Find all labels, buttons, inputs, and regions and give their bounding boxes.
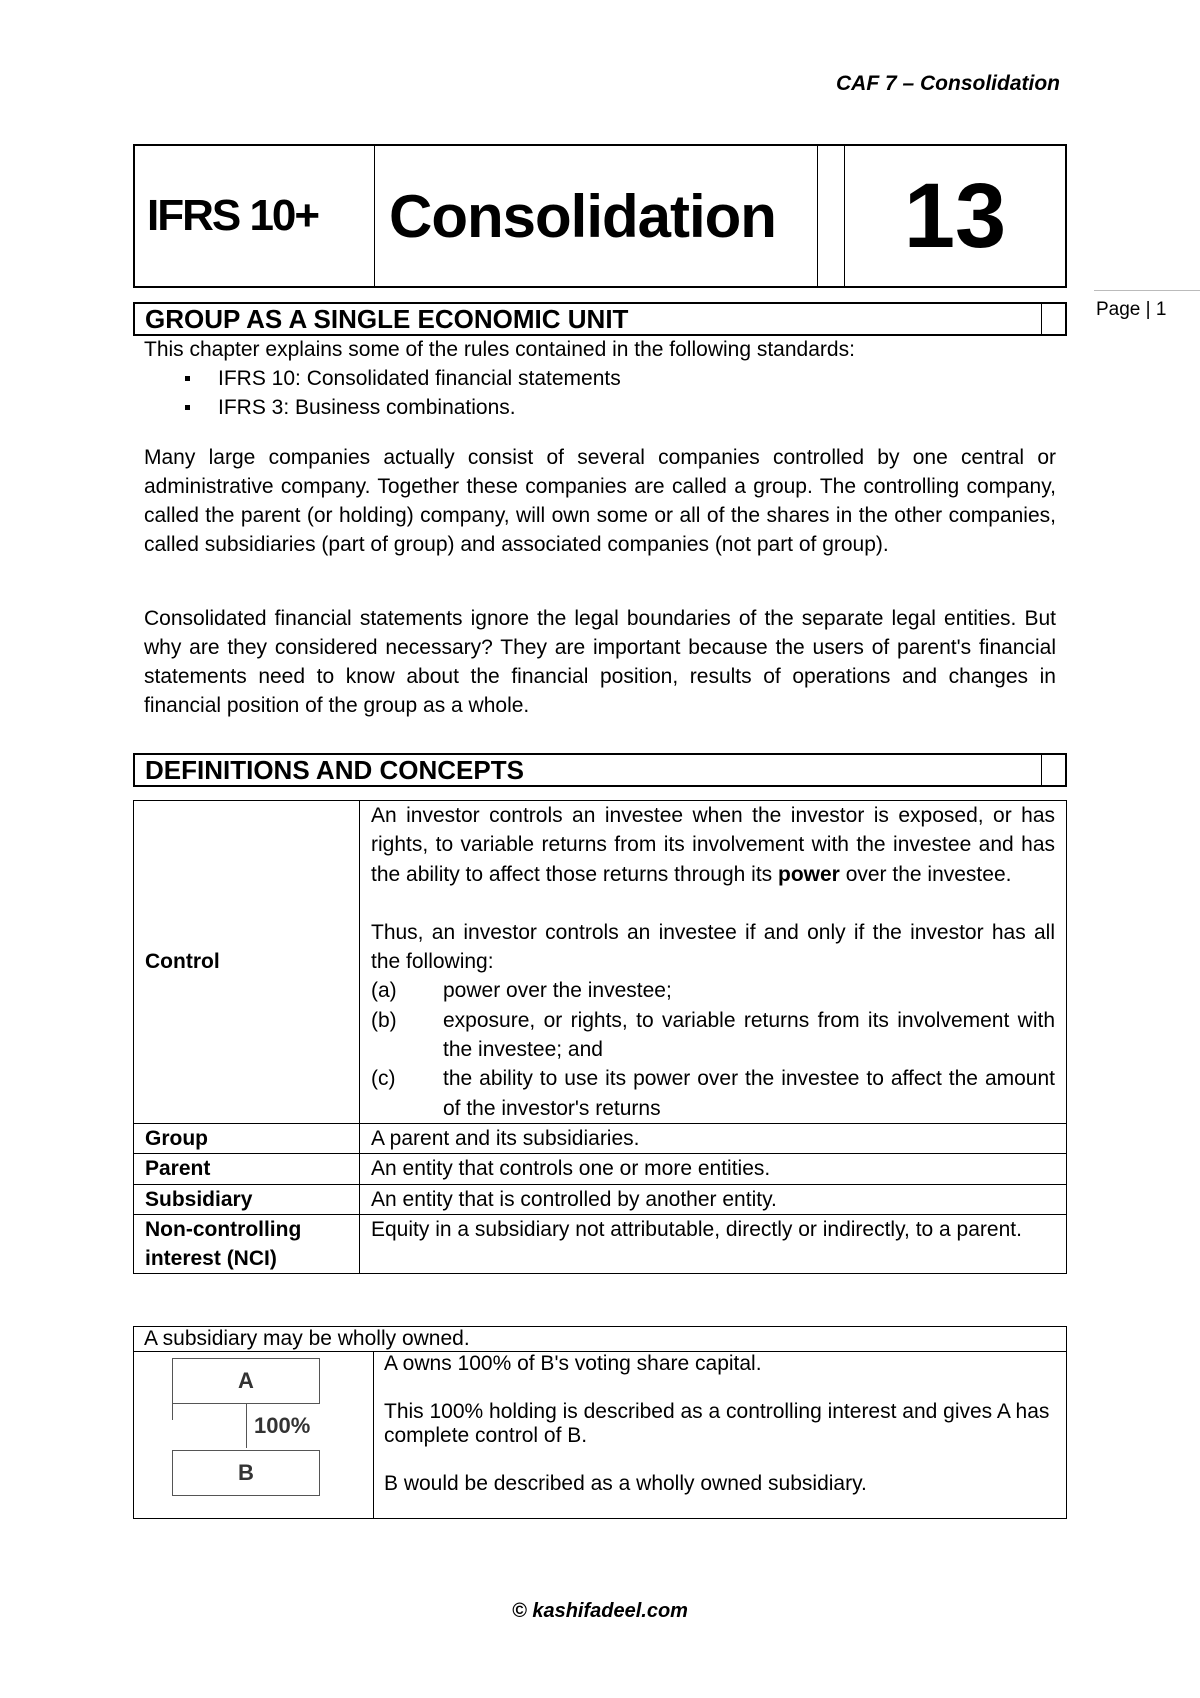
group-paragraph xyxy=(144,443,1056,559)
list-item: IFRS 3: Business combinations. xyxy=(144,393,1056,422)
connector-line xyxy=(172,1404,173,1420)
paragraph: Many large companies actually consist of several companies controlled by one central or administrative company. Together these companies are called a group. The controlling company, called the parent (or holding) company, will own some or all of the shares in the other companies, called subsidiaries (part of group) and associated companies (not part of group). xyxy=(144,446,1056,556)
term-cell: Parent xyxy=(134,1154,360,1184)
example-header: A subsidiary may be wholly owned. xyxy=(134,1327,1067,1352)
description-cell xyxy=(360,801,1067,1124)
diagram-cell xyxy=(134,1352,374,1519)
section-heading-text: DEFINITIONS AND CONCEPTS xyxy=(145,755,524,785)
term-cell: Group xyxy=(134,1123,360,1153)
standards-list xyxy=(144,364,1056,422)
table-row xyxy=(134,1184,1067,1214)
example-line: This 100% holding is described as a controlling interest and gives A has complete control of B. xyxy=(384,1400,1050,1447)
running-header: CAF 7 – Consolidation xyxy=(835,72,1060,95)
wholly-owned-example xyxy=(133,1326,1067,1519)
description-cell: A parent and its subsidiaries. xyxy=(360,1123,1067,1153)
chapter-title-box xyxy=(133,144,1067,288)
description-cell: An entity that is controlled by another entity. xyxy=(360,1184,1067,1214)
chapter-title: Consolidation xyxy=(375,146,818,286)
description-cell: Equity in a subsidiary not attributable, directly or indirectly, to a parent. xyxy=(360,1214,1067,1274)
table-row xyxy=(134,801,1067,1124)
list-item: (c) the ability to use its power over the investee to affect the amount of the investor's returns xyxy=(371,1067,1055,1120)
heading-bar-end xyxy=(1041,755,1065,785)
list-item: (a) power over the investee; xyxy=(371,979,672,1003)
table-row xyxy=(134,1214,1067,1274)
section-heading-group xyxy=(133,302,1067,336)
page-number: Page | 1 xyxy=(1094,290,1200,321)
table-row xyxy=(134,1123,1067,1153)
control-definition: An investor controls an investee when the investor is exposed, or has rights, to variable returns from its involvement with the investee and has the ability to affect those returns through its power over the investee. xyxy=(371,804,1055,886)
example-line: B would be described as a wholly owned subsidiary. xyxy=(384,1472,867,1495)
section-intro xyxy=(144,335,1056,422)
paragraph: Consolidated financial statements ignore the legal boundaries of the separate legal entities. But why are they considered necessary? They are important because the users of parent's financial statements need to know about the financial position, results of operations and changes in financial position of the group as a whole. xyxy=(144,607,1056,717)
group-structure-diagram xyxy=(172,1358,372,1514)
consolidation-paragraph xyxy=(144,604,1056,720)
ownership-percent: 100% xyxy=(254,1413,311,1438)
bold-term: power xyxy=(778,862,840,886)
parent-box: A xyxy=(172,1358,320,1404)
table-row xyxy=(134,1154,1067,1184)
control-conditions-intro: Thus, an investor controls an investee if and only if the investor has all the following: xyxy=(371,920,1055,974)
footer-copyright: © kashifadeel.com xyxy=(512,1600,688,1622)
list-item: IFRS 10: Consolidated financial statements xyxy=(144,364,1056,393)
section-heading-text: GROUP AS A SINGLE ECONOMIC UNIT xyxy=(145,304,629,334)
intro-text: This chapter explains some of the rules contained in the following standards: xyxy=(144,338,855,361)
description-cell: An entity that controls one or more entities. xyxy=(360,1154,1067,1184)
title-divider xyxy=(818,146,845,286)
chapter-number: 13 xyxy=(903,164,1007,267)
definitions-table xyxy=(133,800,1067,1274)
example-description xyxy=(374,1352,1067,1519)
example-line: A owns 100% of B's voting share capital. xyxy=(384,1352,762,1375)
connector-line xyxy=(246,1404,247,1448)
term-cell: Subsidiary xyxy=(134,1184,360,1214)
term-cell: Control xyxy=(134,801,360,1124)
list-item: (b) exposure, or rights, to variable returns from its involvement with the investee; and xyxy=(371,1008,1055,1062)
subsidiary-box: B xyxy=(172,1450,320,1496)
section-heading-definitions xyxy=(133,753,1067,787)
title-standard: IFRS 10+ xyxy=(135,146,375,286)
table-row xyxy=(134,1352,1067,1519)
heading-bar-end xyxy=(1041,304,1065,334)
term-cell: Non-controlling interest (NCI) xyxy=(134,1214,360,1274)
table-row xyxy=(134,1327,1067,1352)
